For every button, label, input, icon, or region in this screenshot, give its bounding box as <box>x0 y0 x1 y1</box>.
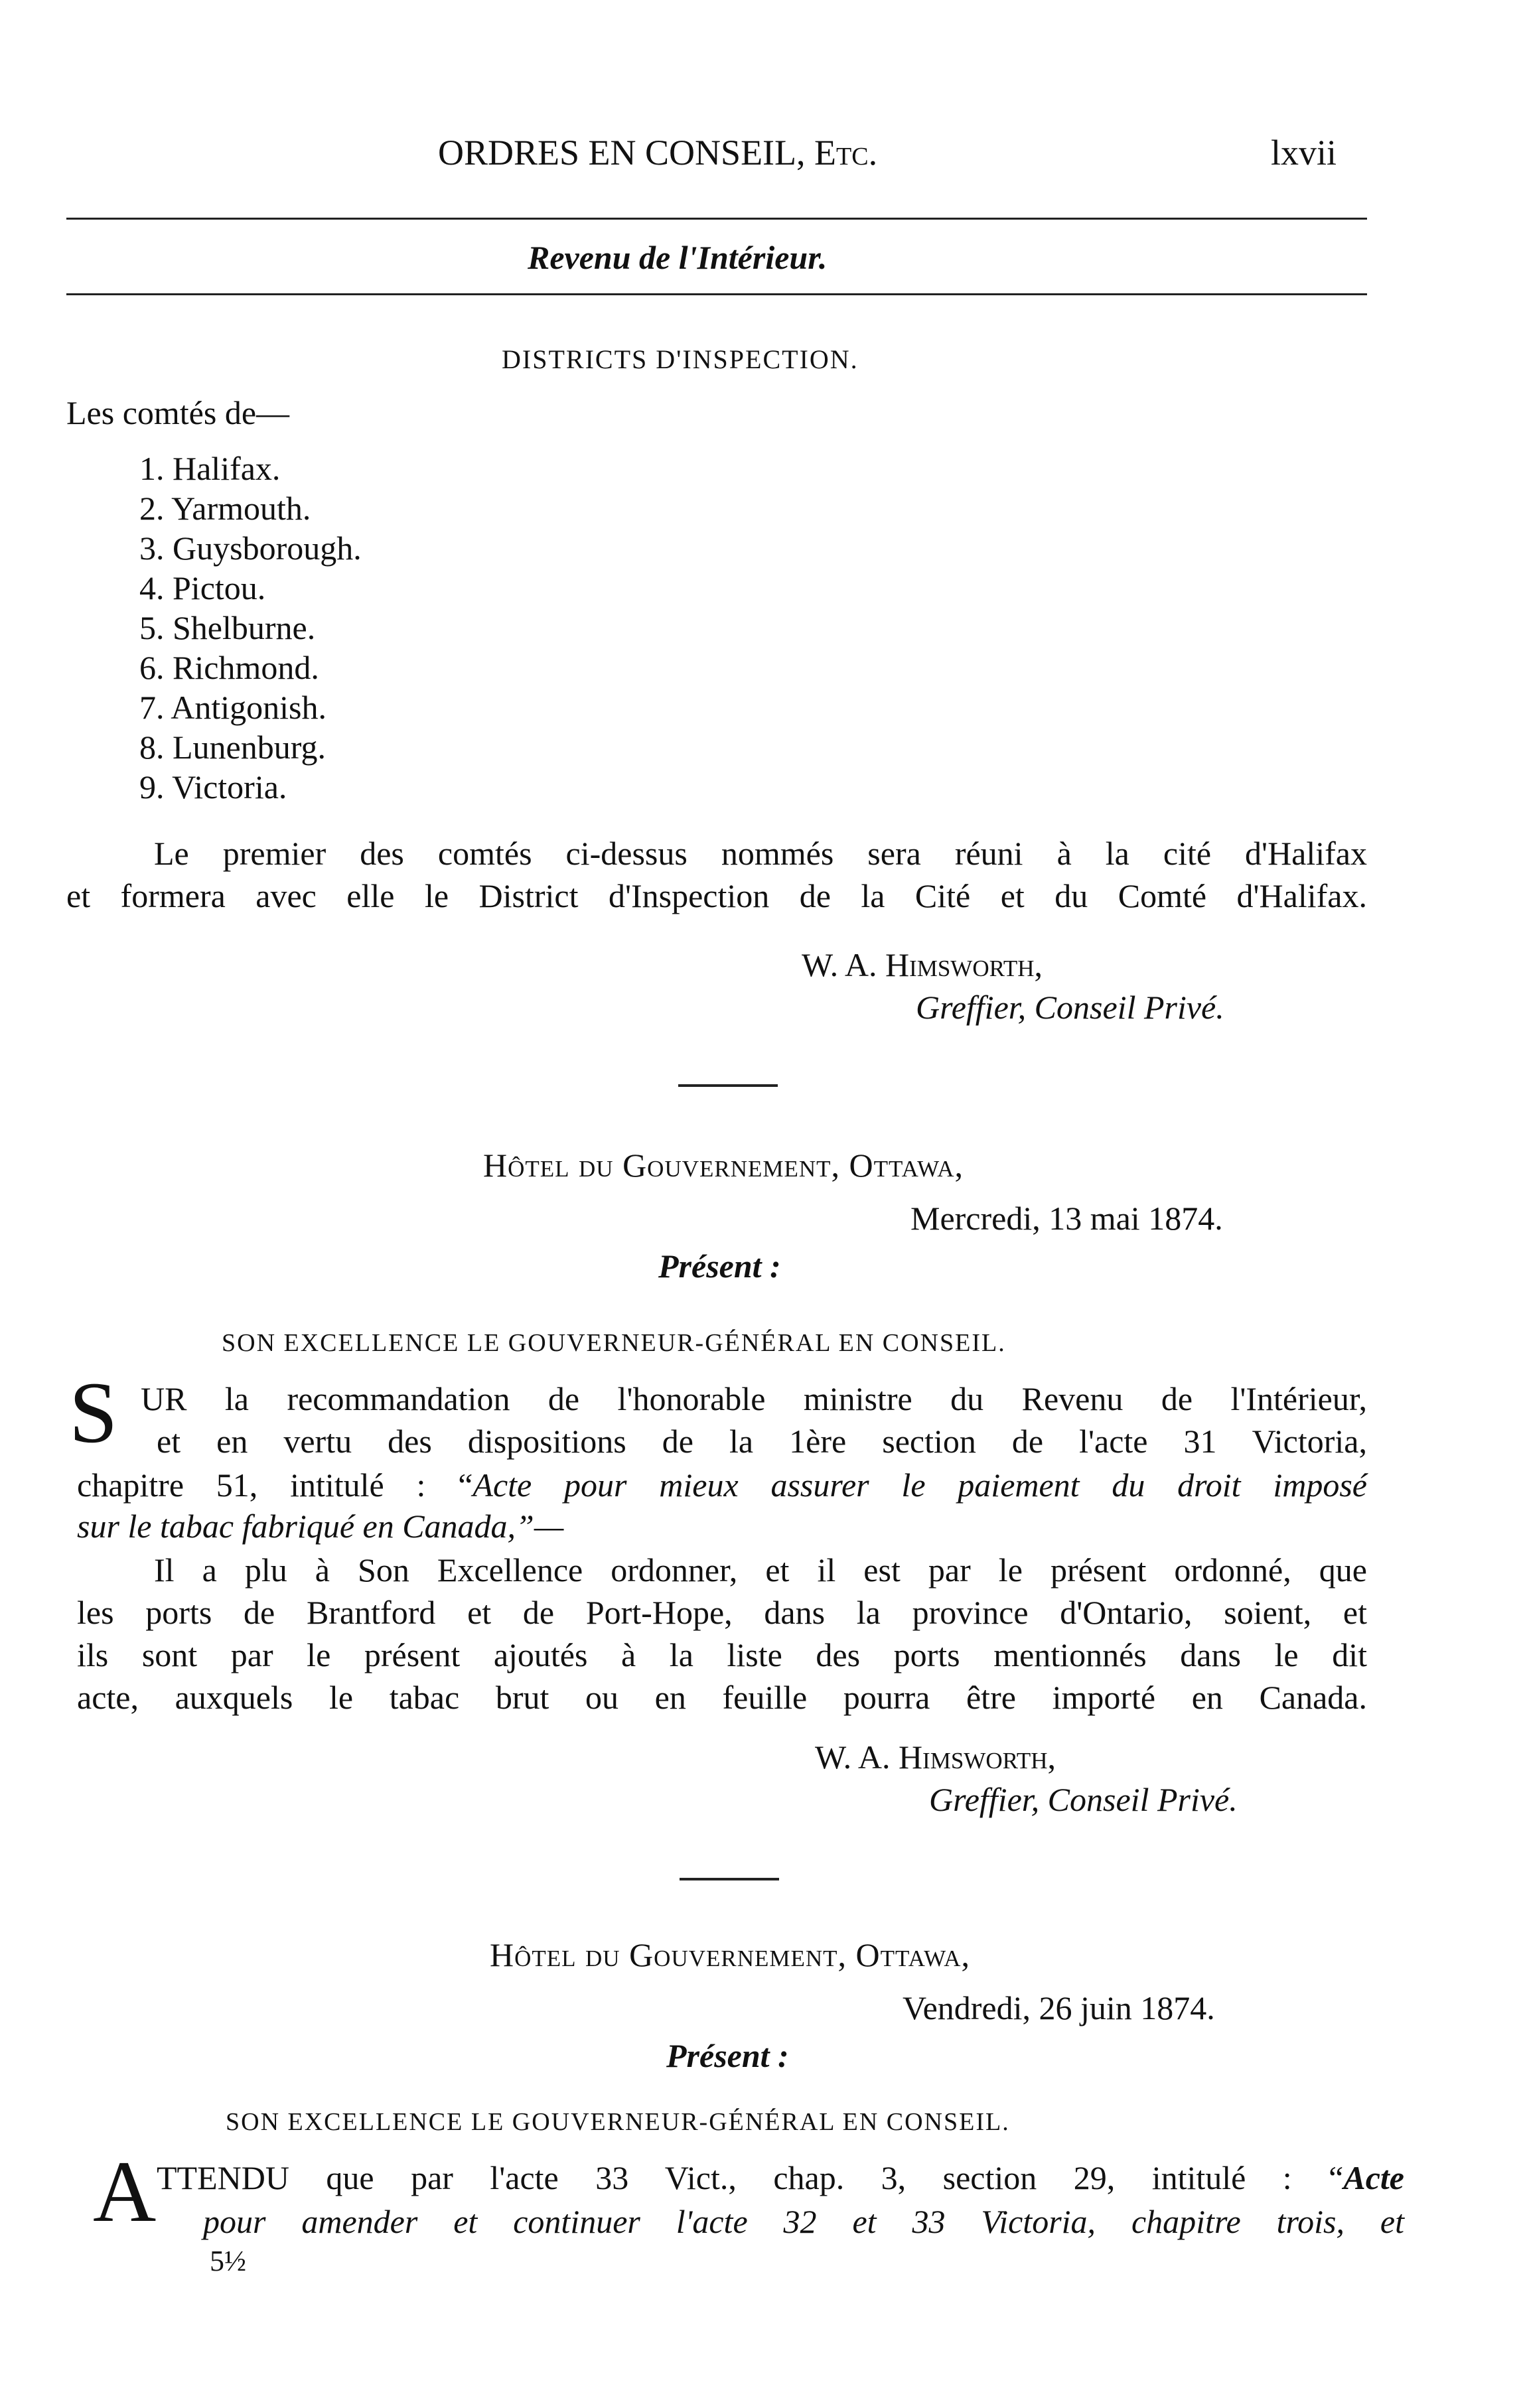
section1-paragraph-line1: Le premier des comtés ci-dessus nommés sera réuni à la cité d'Halifax <box>154 835 1367 872</box>
section2-dropcap: S <box>69 1364 118 1461</box>
list-item: 8. Lunenburg. <box>139 729 326 766</box>
running-title-etc: Etc. <box>814 133 878 173</box>
section2-line4: sur le tabac fabriqué en Canada,”— <box>77 1508 564 1545</box>
county-list <box>139 449 362 807</box>
section1-signature-title: Greffier, Conseil Privé. <box>916 989 1224 1026</box>
separator-rule <box>678 1084 778 1087</box>
section2-council: SON EXCELLENCE LE GOUVERNEUR-GÉNÉRAL EN CONSEIL. <box>222 1329 1006 1357</box>
section3-location: Hôtel du Gouvernement, Ottawa, <box>490 1936 971 1973</box>
running-title-main: ORDRES EN CONSEIL, <box>438 133 806 173</box>
list-item: 5. Shelburne. <box>139 609 316 646</box>
section2-signature-name: W. A. Himsworth, <box>815 1738 1056 1776</box>
list-item: 7. Antigonish. <box>139 689 326 726</box>
list-item: 9. Victoria. <box>139 768 287 806</box>
counties-intro: Les comtés de— <box>66 394 290 431</box>
section3-dropcap: A <box>93 2143 157 2240</box>
section2-present: Présent : <box>658 1247 781 1285</box>
section2-location: Hôtel du Gouvernement, Ottawa, <box>483 1147 964 1184</box>
list-item: 3. Guysborough. <box>139 530 362 567</box>
section3-council: SON EXCELLENCE LE GOUVERNEUR-GÉNÉRAL EN CONSEIL. <box>226 2108 1010 2136</box>
list-item: 4. Pictou. <box>139 569 266 606</box>
list-item: 1. Halifax. <box>139 450 281 487</box>
page-number: lxvii <box>1271 133 1337 173</box>
section2-para2-line3: ils sont par le présent ajoutés à la liste des ports mentionnés dans le dit <box>77 1636 1367 1673</box>
section1-signature-name: W. A. Himsworth, <box>802 946 1043 983</box>
section2-line3-start: chapitre 51, intitulé : “ <box>77 1466 473 1504</box>
section-header: Revenu de l'Intérieur. <box>528 239 828 276</box>
section1-heading: DISTRICTS D'INSPECTION. <box>502 344 859 374</box>
section2-para2-line1: Il a plu à Son Excellence ordonner, et il est par le présent ordonné, que <box>154 1551 1367 1589</box>
list-item: 2. Yarmouth. <box>139 490 311 527</box>
header-rule-top <box>66 218 1367 220</box>
section2-line1: UR la recommandation de l'honorable ministre du Revenu de l'Intérieur, <box>141 1380 1367 1417</box>
header-rule-bottom <box>66 293 1367 295</box>
section2-line3 <box>77 1465 1367 1505</box>
section2-para2-line2: les ports de Brantford et de Port-Hope, dans la province d'Ontario, soient, et <box>77 1594 1367 1631</box>
act-title-part1: Acte pour mieux assurer le paiement du droit imposé <box>472 1466 1367 1504</box>
list-item: 6. Richmond. <box>139 649 319 686</box>
act-title-word: Acte <box>1343 2159 1404 2196</box>
section3-date: Vendredi, 26 juin 1874. <box>903 1989 1215 2026</box>
running-title <box>438 133 877 173</box>
section2-date: Mercredi, 13 mai 1874. <box>910 1200 1223 1237</box>
section3-present: Présent : <box>666 2037 789 2074</box>
section3-line1-start: TTENDU que par l'acte 33 Vict., chap. 3, section 29, intitulé : “ <box>157 2159 1344 2196</box>
section3-line1 <box>157 2158 1404 2198</box>
section2-para2-line4: acte, auxquels le tabac brut ou en feuille pourra être importé en Canada. <box>77 1679 1367 1716</box>
signature-mark: 5½ <box>210 2245 246 2277</box>
section1-paragraph-line2: et formera avec elle le District d'Inspection de la Cité et du Comté d'Halifax. <box>66 877 1367 914</box>
section3-line2: pour amender et continuer l'acte 32 et 33 Victoria, chapitre trois, et <box>203 2203 1404 2240</box>
separator-rule <box>680 1878 779 1880</box>
section2-line2: et en vertu des dispositions de la 1ère section de l'acte 31 Victoria, <box>157 1423 1367 1460</box>
section2-signature-title: Greffier, Conseil Privé. <box>929 1781 1238 1818</box>
